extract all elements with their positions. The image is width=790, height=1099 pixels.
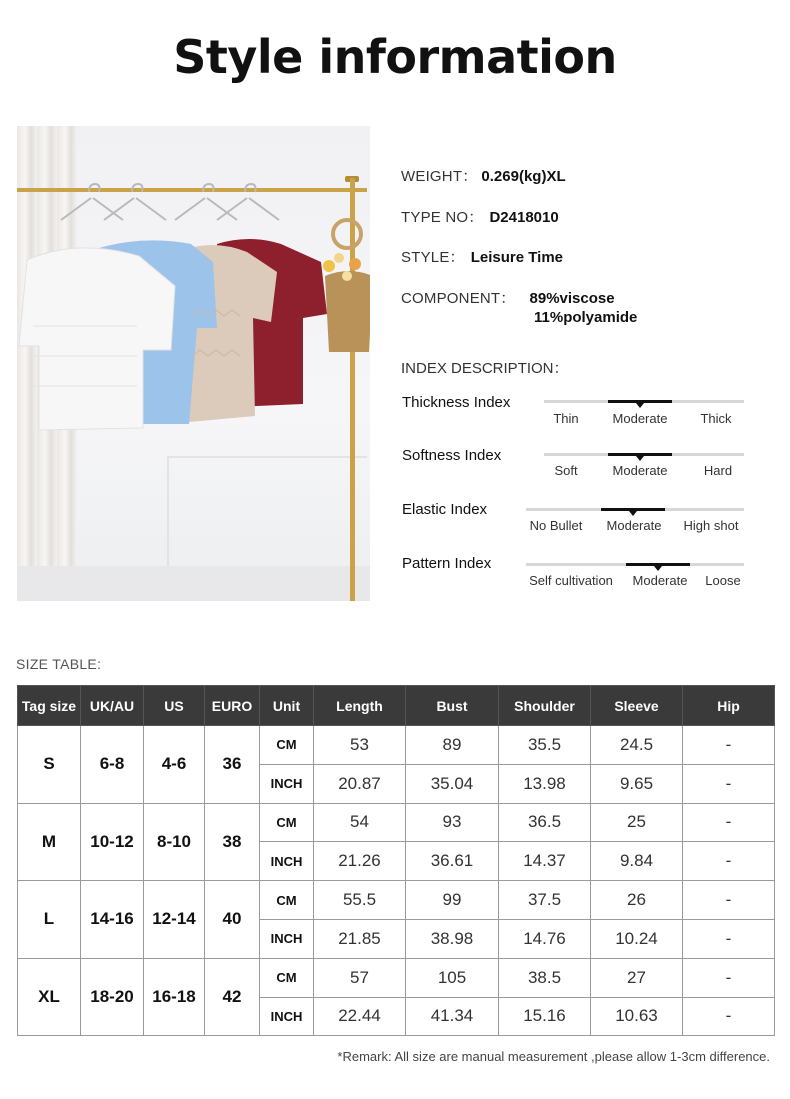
tag-size-cell: M [18,803,81,881]
hip-cell: - [683,997,775,1036]
thickness-option-moderate: Moderate [612,411,668,426]
unit-cell: CM [260,881,314,920]
ukau-cell: 10-12 [81,803,144,881]
style-row [401,246,563,267]
us-cell: 12-14 [144,881,205,959]
bust-cell: 105 [406,958,499,997]
component-value-2: 11%polyamide [534,309,638,326]
elastic-option-moderate: Moderate [606,518,662,533]
size-table [17,685,775,1036]
style-label: STYLE： [401,249,465,266]
sleeve-cell: 9.65 [591,764,683,803]
unit-cell: CM [260,726,314,765]
softness-marker [636,456,644,461]
product-photo [17,126,370,601]
weight-label: WEIGHT： [401,168,478,185]
sleeve-cell: 26 [591,881,683,920]
length-cell: 20.87 [314,764,406,803]
table-row [18,726,775,765]
unit-cell: INCH [260,919,314,958]
length-cell: 22.44 [314,997,406,1036]
table-row [18,881,775,920]
thickness-marker [636,403,644,408]
component-label: COMPONENT： [401,290,516,307]
index-description-title: INDEX DESCRIPTION： [401,360,569,377]
component-value-1: 89%viscose [529,290,615,307]
unit-cell: INCH [260,997,314,1036]
component-row [401,287,615,308]
length-cell: 21.85 [314,919,406,958]
elastic-marker [629,511,637,516]
shoulder-cell: 38.5 [499,958,591,997]
unit-cell: CM [260,803,314,842]
tag-size-cell: L [18,881,81,959]
pattern-option-self-cultivation: Self cultivation [529,573,613,588]
weight-row [401,165,566,186]
length-cell: 54 [314,803,406,842]
hip-cell: - [683,919,775,958]
shoulder-cell: 37.5 [499,881,591,920]
euro-cell: 36 [205,726,260,804]
softness-option-soft: Soft [554,463,578,478]
shoulder-cell: 14.76 [499,919,591,958]
shoulder-cell: 14.37 [499,842,591,881]
ukau-cell: 18-20 [81,958,144,1036]
header-ukau: UK/AU [81,686,144,726]
sleeve-cell: 10.63 [591,997,683,1036]
bust-cell: 35.04 [406,764,499,803]
size-table-title: SIZE TABLE: [16,656,102,672]
header-us: US [144,686,205,726]
sleeve-cell: 24.5 [591,726,683,765]
page-title: Style information [173,30,617,84]
hip-cell: - [683,803,775,842]
hip-cell: - [683,726,775,765]
sleeve-cell: 27 [591,958,683,997]
ukau-cell: 6-8 [81,726,144,804]
shoulder-cell: 15.16 [499,997,591,1036]
header-hip: Hip [683,686,775,726]
weight-value: 0.269(kg)XL [481,168,566,185]
hangers-and-shirts [17,126,370,601]
thickness-index-label: Thickness Index [402,394,511,411]
pattern-index-label: Pattern Index [402,555,492,572]
us-cell: 16-18 [144,958,205,1036]
us-cell: 4-6 [144,726,205,804]
sleeve-cell: 10.24 [591,919,683,958]
unit-cell: CM [260,958,314,997]
table-row [18,958,775,997]
pattern-option-moderate: Moderate [632,573,688,588]
length-cell: 21.26 [314,842,406,881]
sleeve-cell: 25 [591,803,683,842]
remark-note: *Remark: All size are manual measurement ,please allow 1-3cm difference. [337,1049,770,1064]
bust-cell: 89 [406,726,499,765]
bust-cell: 36.61 [406,842,499,881]
softness-option-hard: Hard [703,463,733,478]
style-value: Leisure Time [470,249,563,266]
length-cell: 53 [314,726,406,765]
pattern-option-loose: Loose [705,573,741,588]
unit-cell: INCH [260,842,314,881]
unit-cell: INCH [260,764,314,803]
hip-cell: - [683,958,775,997]
softness-index-label: Softness Index [402,447,502,464]
table-header-row [18,686,775,726]
header-unit: Unit [260,686,314,726]
ukau-cell: 14-16 [81,881,144,959]
tag-size-cell: XL [18,958,81,1036]
type-label: TYPE NO： [401,209,484,226]
shoulder-cell: 36.5 [499,803,591,842]
table-row [18,803,775,842]
header-shoulder: Shoulder [499,686,591,726]
header-length: Length [314,686,406,726]
hip-cell: - [683,842,775,881]
sleeve-cell: 9.84 [591,842,683,881]
tag-size-cell: S [18,726,81,804]
euro-cell: 42 [205,958,260,1036]
length-cell: 55.5 [314,881,406,920]
bust-cell: 41.34 [406,997,499,1036]
length-cell: 57 [314,958,406,997]
type-value: D2418010 [489,209,559,226]
header-euro: EURO [205,686,260,726]
bust-cell: 38.98 [406,919,499,958]
thickness-option-thin: Thin [553,411,579,426]
bust-cell: 93 [406,803,499,842]
euro-cell: 40 [205,881,260,959]
euro-cell: 38 [205,803,260,881]
us-cell: 8-10 [144,803,205,881]
softness-option-moderate: Moderate [612,463,668,478]
header-bust: Bust [406,686,499,726]
hip-cell: - [683,764,775,803]
elastic-index-label: Elastic Index [402,501,488,518]
shoulder-cell: 13.98 [499,764,591,803]
header-tag-size: Tag size [18,686,81,726]
pattern-marker [654,566,662,571]
type-row [401,206,559,227]
thickness-option-thick: Thick [700,411,732,426]
bust-cell: 99 [406,881,499,920]
elastic-option-high-shot: High shot [683,518,739,533]
hip-cell: - [683,881,775,920]
header-sleeve: Sleeve [591,686,683,726]
elastic-option-no-bullet: No Bullet [529,518,583,533]
shoulder-cell: 35.5 [499,726,591,765]
